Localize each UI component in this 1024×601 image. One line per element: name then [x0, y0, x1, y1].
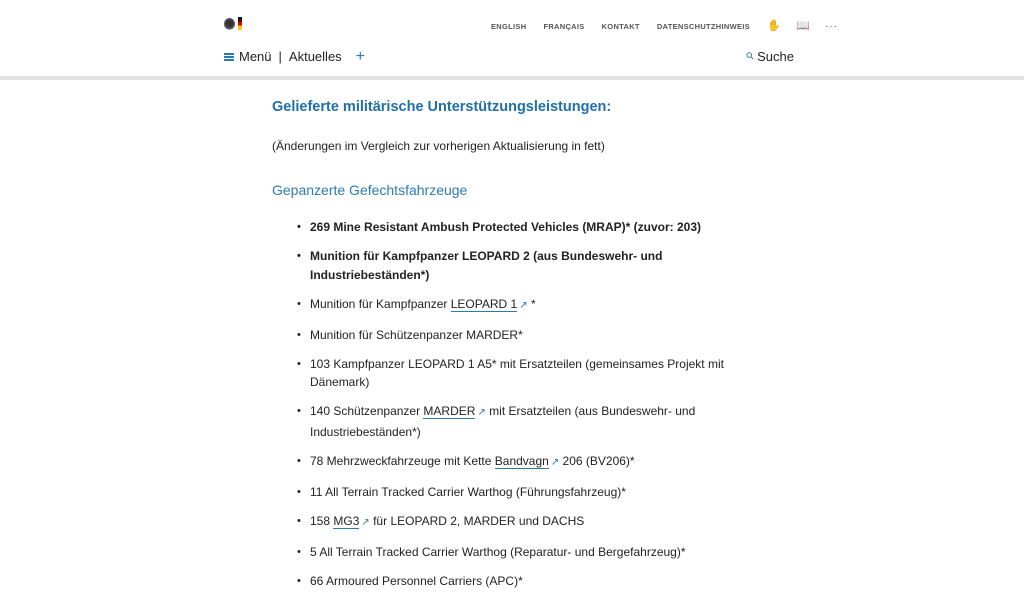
item-text: 269 Mine Resistant Ambush Protected Vehicles (MRAP)* (zuvor: 203): [310, 220, 701, 234]
changes-note: (Änderungen im Vergleich zur vorherigen Aktualisierung in fett): [272, 139, 605, 153]
item-text: 103 Kampfpanzer LEOPARD 1 A5* mit Ersatzteilen (gemeinsames Projekt mit Dänemark): [310, 356, 724, 389]
site-header: [0, 0, 1024, 76]
item-text: 5 All Terrain Tracked Carrier Warthog (Reparatur- und Bergefahrzeug)*: [310, 544, 686, 559]
section-breadcrumb[interactable]: Aktuelles: [288, 49, 342, 64]
item-external-link[interactable]: Bandvagn: [494, 453, 549, 468]
list-item: [272, 512, 732, 533]
item-text: 66 Armoured Personnel Carriers (APC)*: [310, 573, 523, 588]
external-link-icon[interactable]: ↗: [519, 299, 528, 311]
header-divider: [0, 76, 1024, 80]
list-item: [272, 355, 732, 392]
external-link-icon[interactable]: ↗: [477, 407, 486, 418]
item-text: Munition für Kampfpanzer LEOPARD 2 (aus Bundeswehr- und Industriebeständen*): [310, 249, 663, 282]
item-external-link[interactable]: MARDER: [423, 404, 476, 418]
page-title: Gelieferte militärische Unterstützungsleistungen:: [272, 99, 612, 115]
lang-english-link[interactable]: ENGLISH: [491, 21, 527, 31]
list-item: [272, 402, 732, 441]
search-button[interactable]: [743, 49, 794, 64]
expand-plus-icon[interactable]: +: [355, 48, 366, 65]
list-item: [272, 543, 732, 562]
list-item: [272, 295, 732, 316]
list-item: [272, 326, 732, 345]
external-link-icon[interactable]: ↗: [550, 456, 560, 468]
list-item: [272, 247, 732, 284]
list-item: [272, 483, 732, 502]
hamburger-menu-icon[interactable]: [224, 53, 234, 61]
item-text: 158: [310, 513, 334, 528]
item-text-suffix: mit Ersatzteilen (aus Bundeswehr- und Industriebeständen*): [310, 404, 696, 439]
item-text-suffix: für LEOPARD 2, MARDER und DACHS: [369, 513, 585, 528]
external-link-icon[interactable]: ↗: [361, 516, 370, 528]
meta-navigation: [491, 20, 838, 32]
item-text: Munition für Kampfpanzer: [310, 296, 451, 311]
item-text: 78 Mehrzweckfahrzeuge mit Kette: [310, 453, 495, 468]
federal-eagle-icon: [224, 18, 235, 30]
equipment-list: [272, 218, 732, 590]
list-item: [272, 572, 732, 591]
article-content: [272, 96, 732, 601]
item-text-suffix: 206 (BV206)*: [559, 453, 635, 468]
item-text: Munition für Schützenpanzer MARDER*: [310, 327, 523, 342]
item-text-suffix: *: [527, 296, 536, 311]
item-external-link[interactable]: LEOPARD 1: [450, 296, 518, 311]
main-navigation: [224, 49, 794, 64]
federal-logo[interactable]: [224, 17, 242, 30]
search-icon: ⚲: [743, 50, 757, 63]
menu-button[interactable]: Menü: [239, 49, 272, 64]
item-external-link[interactable]: MG3: [333, 513, 360, 528]
lang-french-link[interactable]: FRANÇAIS: [543, 21, 585, 31]
privacy-link[interactable]: DATENSCHUTZHINWEIS: [656, 21, 750, 31]
section-heading: Gepanzerte Gefechtsfahrzeuge: [272, 182, 468, 198]
more-options-icon[interactable]: ···: [825, 20, 838, 32]
sign-language-icon[interactable]: ✋: [767, 20, 781, 32]
item-text: 140 Schützenpanzer: [310, 404, 424, 418]
contact-link[interactable]: KONTAKT: [601, 21, 640, 31]
nav-separator: |: [278, 49, 282, 64]
german-flag-icon: [238, 17, 242, 30]
item-text: 11 All Terrain Tracked Carrier Warthog (Führungsfahrzeug)*: [310, 484, 626, 499]
list-item: [272, 452, 732, 473]
easy-language-icon[interactable]: 📖: [796, 20, 810, 32]
search-label: Suche: [757, 49, 794, 64]
list-item: [272, 218, 732, 237]
